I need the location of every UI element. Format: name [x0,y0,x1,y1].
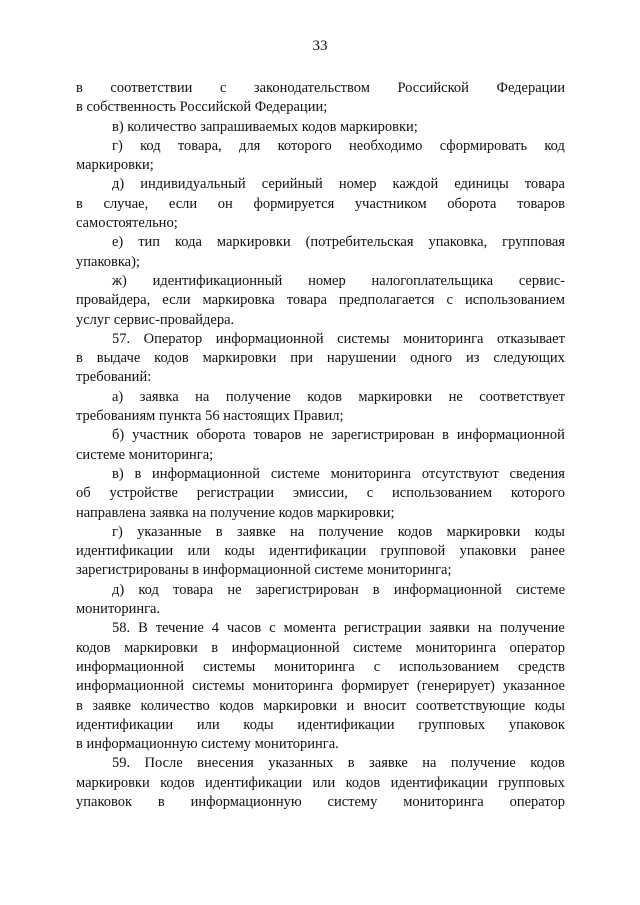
text-line [76,233,565,252]
word: код [140,137,161,154]
text-line [76,697,565,716]
word: ж) [112,272,127,289]
text-line [76,774,565,793]
text-line [76,484,565,503]
word: системы [192,678,245,695]
document-body [76,79,565,812]
text-line [76,79,565,98]
word: 59. [112,755,131,772]
word: код [544,137,565,154]
word: и [346,697,355,714]
word: упаковки [459,543,517,560]
word: идентификации [297,716,395,733]
word: товара, [177,137,222,154]
word: формирует [341,678,409,695]
word: в [76,80,83,96]
word: он [217,195,233,212]
word: указанные [137,523,202,540]
word: с [219,80,227,96]
word: мониторинга [330,465,412,482]
word: маркировки [358,388,433,405]
word: системе [515,581,565,598]
word: если [168,195,198,212]
word: которого [510,485,565,502]
word: информационной [231,639,340,656]
word: товара [524,176,565,193]
text-line [76,272,565,291]
word: групповой [380,543,446,560]
word: кодов [345,774,381,791]
word: мониторинга [252,678,334,695]
word: кодов [397,523,433,540]
word: с [366,485,374,502]
word: товаров [253,427,302,444]
word: информационной [456,427,565,444]
text-line [76,581,565,600]
word: указанное [502,678,565,695]
text-line [76,349,565,368]
word: не [309,427,324,444]
word: товара [286,292,327,309]
word: средств [518,658,565,675]
word: кодов [154,350,189,367]
word: вносит [363,697,407,714]
word: если [162,292,191,309]
word: информационной [76,678,185,695]
word: 58. [112,620,131,637]
word: получение [318,523,384,540]
word: кода [175,234,202,251]
word: использованием [399,658,500,675]
word: необходимо [349,137,423,154]
word: коды [224,543,255,560]
word: соответствующие [415,697,526,714]
word: получение [499,620,565,637]
word: использованием [464,292,565,309]
word: мониторинга [403,793,484,810]
word: ранее [530,543,565,560]
word: групповых [498,774,565,791]
word: каждой [392,176,439,193]
text-line [76,619,565,638]
word: которого [277,137,332,154]
word: номер [308,272,346,289]
word: г) [112,523,123,540]
word: в [211,639,219,656]
word: идентификации [76,543,174,560]
word: д) [112,176,125,193]
word: системы [337,330,390,347]
word: б) [112,427,125,444]
text-line [76,137,565,156]
word: в [157,793,165,810]
word: сведения [509,465,565,482]
word: в [215,523,223,540]
text-line [76,716,565,735]
text-line: требований: [76,369,152,386]
word: при [290,350,313,367]
text-line [76,542,565,561]
word: идентификационный [152,272,283,289]
word: случае, [103,195,149,212]
word: сервис- [518,272,565,289]
word: мониторинга [415,639,497,656]
text-line: требованиям пункта 56 настоящих Правил; [76,408,344,425]
word: единицы [454,176,509,193]
word: момента [283,620,337,637]
text-line [76,639,565,658]
word: групповая [502,234,565,251]
word: а) [112,388,124,405]
text-line [76,523,565,542]
word: выдаче [96,350,141,367]
word: или [196,716,220,733]
word: информационной [76,658,185,675]
text-line [76,677,565,696]
word: Оператор [143,330,203,347]
word: налогоплательщика [371,272,494,289]
word: с [446,292,453,309]
word: кодов [307,388,342,405]
word: на [422,755,437,772]
text-line [76,330,565,349]
word: идентификации [390,774,488,791]
word: код [138,581,159,598]
word: в [134,465,142,482]
word: в [76,350,83,367]
word: маркировки [124,639,198,656]
word: соответствует [479,388,565,405]
word: из [466,350,480,367]
word: информационной [393,581,502,598]
word: В [138,620,148,637]
word: кодов [76,639,111,656]
word: (потребительская [305,234,414,251]
word: Российской [397,80,469,96]
word: в [76,697,83,714]
word: коды [534,523,565,540]
word: оборота [196,427,246,444]
word: получение [225,388,291,405]
word: мониторинга [274,658,355,675]
word: законодательством [253,80,370,96]
word: (генерирует) [416,678,495,695]
word: товаров [517,195,565,212]
word: коды [243,716,274,733]
word: соответствии [110,80,193,96]
word: маркировки [216,234,291,251]
text-line [76,426,565,445]
text-line: мониторинга. [76,601,161,618]
word: заявке [92,697,132,714]
word: часов [226,620,262,637]
word: маркировка [202,292,275,309]
word: системы [202,658,256,675]
word: на [477,620,492,637]
word: кодов [160,774,195,791]
word: идентификации [76,716,174,733]
word: 57. [112,330,131,347]
word: упаковка, [428,234,488,251]
word: системе [353,639,403,656]
word: идентификации [269,543,367,560]
word: упаковок [508,716,565,733]
word: одного [410,350,453,367]
word: Федерации [496,80,565,96]
word: групповых [418,716,486,733]
word: маркировки [202,350,277,367]
text-line: направлена заявка на получение кодов маркировки; [76,504,395,521]
word: заявка [139,388,179,405]
word: регистрации [344,620,422,637]
word: в) [112,465,124,482]
word: зарегистрирован [255,581,359,598]
text-line [76,754,565,773]
text-line: услуг сервис-провайдера. [76,311,235,328]
word: оператор [509,793,565,810]
word: мониторинга [402,330,484,347]
word: для [239,137,261,154]
word: товара [173,581,214,598]
text-line [76,195,565,214]
word: внесения [197,755,254,772]
word: не [227,581,242,598]
text-line: в) количество запрашиваемых кодов маркировки; [112,118,418,135]
text-line [76,658,565,677]
word: с [373,658,381,675]
text-line: самостоятельно; [76,215,178,232]
word: устройстве [109,485,178,502]
text-line: зарегистрированы в информационной системе мониторинга; [76,562,452,579]
page-number: 33 [312,38,328,54]
word: или [187,543,211,560]
word: д) [112,581,125,598]
word: После [144,755,183,772]
word: кодов [219,697,254,714]
text-line: маркировки; [76,157,154,174]
word: нарушении [326,350,397,367]
word: заявке [369,755,408,772]
word: течение [155,620,204,637]
word: идентификации [205,774,303,791]
word: следующих [493,350,565,367]
word: индивидуальный [140,176,246,193]
text-line: системе мониторинга; [76,446,214,463]
word: на [289,523,305,540]
text-line [76,465,565,484]
word: информационной [152,465,261,482]
word: количество [140,697,210,714]
word: кодов [530,755,565,772]
word: об [76,485,91,502]
word: упаковок [76,793,133,810]
word: участник [132,427,189,444]
word: номер [338,176,377,193]
word: участником [354,195,427,212]
text-line [76,793,565,812]
word: заявке [236,523,276,540]
word: формируется [253,195,335,212]
word: эмиссии, [292,485,348,502]
word: не [448,388,463,405]
word: в [442,427,449,444]
word: оборота [447,195,497,212]
word: коды [534,697,565,714]
word: регистрации [196,485,275,502]
word: в [347,755,355,772]
word: е) [112,234,124,251]
word: информационную [190,793,302,810]
word: получение [450,755,516,772]
word: зарегистрирован [331,427,435,444]
word: предполагается [338,292,435,309]
word: провайдера, [76,292,151,309]
word: оператор [509,639,565,656]
word: в [372,581,380,598]
word: отсутствуют [421,465,499,482]
text-line: упаковка); [76,253,140,270]
text-line [76,175,565,194]
word: в [76,195,83,212]
text-line: в собственность Российской Федерации; [76,99,328,116]
word: г) [112,137,123,154]
text-line: в информационную систему мониторинга. [76,736,339,753]
word: серийный [261,176,323,193]
word: тип [138,234,161,251]
word: на [195,388,210,405]
word: отказывает [496,330,565,347]
text-line [76,291,565,310]
word: или [312,774,336,791]
word: маркировки [263,697,337,714]
word: информационной [215,330,324,347]
word: систему [327,793,378,810]
text-line [76,388,565,407]
word: с [269,620,276,637]
word: заявки [429,620,470,637]
word: использованием [392,485,493,502]
word: сформировать [439,137,528,154]
word: указанных [268,755,334,772]
word: маркировки [446,523,521,540]
word: 4 [211,620,220,637]
word: маркировки [76,774,150,791]
word: системе [270,465,320,482]
